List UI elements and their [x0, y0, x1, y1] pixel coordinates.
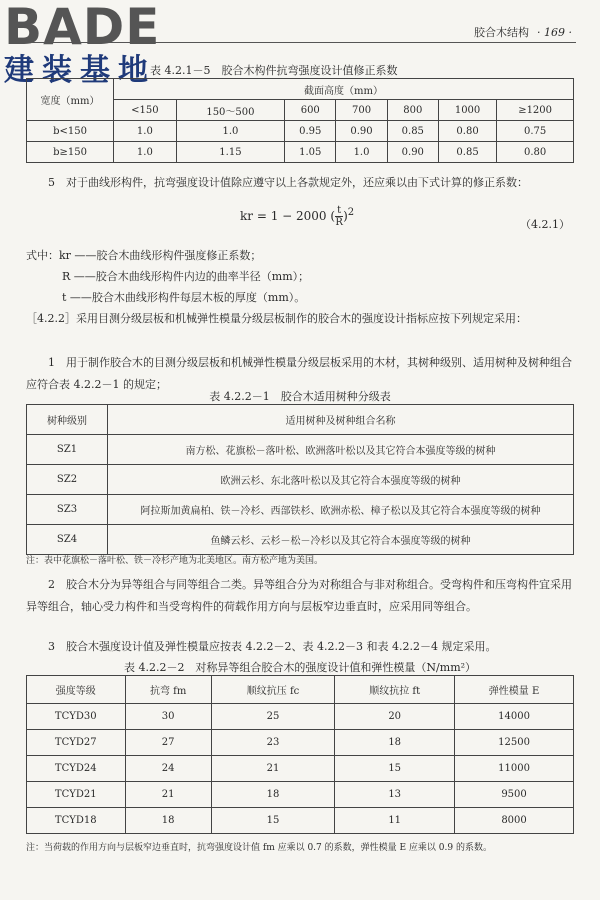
header-rule	[24, 42, 576, 43]
t3-cell: 18	[335, 730, 455, 756]
table-row	[27, 704, 574, 730]
t3-header: 顺纹抗压 fc	[211, 676, 334, 704]
t3-cell: 27	[125, 730, 211, 756]
t3-cell: 11000	[455, 756, 574, 782]
t1-col: 1000	[438, 100, 496, 121]
t3-cell: 12500	[455, 730, 574, 756]
t1-cell: 0.75	[497, 121, 574, 142]
t2-species: 阿拉斯加黄扁柏、铁－冷杉、西部铁杉、欧洲赤松、樟子松以及其它符合本强度等级的树种	[108, 495, 574, 525]
table-row	[27, 525, 574, 555]
t3-cell: 15	[211, 808, 334, 834]
definition-kr: 式中：kr ——胶合木曲线形构件强度修正系数；	[26, 249, 262, 262]
t1-cell: 1.0	[336, 142, 387, 163]
table2	[26, 404, 574, 555]
clause-5-text: 5 对于曲线形构件，抗弯强度设计值除应遵守以上各款规定外，还应乘以由下式计算的修正系数：	[48, 176, 528, 189]
t3-cell: 24	[125, 756, 211, 782]
t1-cell: 0.90	[387, 142, 438, 163]
formula-lhs: kr = 1 − 2000	[240, 209, 327, 223]
table-row	[27, 730, 574, 756]
t3-grade: TCYD21	[27, 782, 126, 808]
table-row	[27, 121, 574, 142]
table3-caption: 表 4.2.2－2 对称异等组合胶合木的强度设计值和弹性模量（N/mm²）	[123, 661, 477, 674]
t3-header: 抗弯 fm	[125, 676, 211, 704]
table2-caption: 表 4.2.2－1 胶合木适用树种分级表	[209, 390, 391, 403]
t1-col: 700	[336, 100, 387, 121]
t2-header: 树种级别	[27, 405, 108, 435]
formula-denominator: R	[335, 217, 343, 228]
logo-latin-text: BADE	[4, 0, 161, 56]
t3-cell: 8000	[455, 808, 574, 834]
t1-col: ≥1200	[497, 100, 574, 121]
t3-cell: 14000	[455, 704, 574, 730]
table-row	[27, 435, 574, 465]
t3-cell: 25	[211, 704, 334, 730]
table-row	[27, 808, 574, 834]
t1-cell: 1.0	[176, 121, 284, 142]
formula-numerator: t	[337, 205, 342, 216]
formula-exponent: 2	[347, 207, 355, 218]
t1-row-label: b≥150	[27, 142, 114, 163]
chapter-title: 胶合木结构	[474, 26, 530, 39]
t1-cell: 0.90	[336, 121, 387, 142]
logo-chinese-text: 建装基地	[4, 53, 156, 88]
t2-grade: SZ4	[27, 525, 108, 555]
t1-col: <150	[114, 100, 177, 121]
clause-3-text: 3 胶合木强度设计值及弹性模量应按表 4.2.2－2、表 4.2.2－3 和表 4.2.2－4 规定采用。	[48, 640, 497, 653]
definition-r: R ——胶合木曲线形构件内边的曲率半径（mm）；	[62, 270, 310, 283]
t2-species: 欧洲云杉、东北落叶松以及其它符合本强度等级的树种	[108, 465, 574, 495]
t2-grade: SZ2	[27, 465, 108, 495]
running-header	[474, 24, 572, 40]
table-row	[27, 756, 574, 782]
t2-grade: SZ3	[27, 495, 108, 525]
t2-grade: SZ1	[27, 435, 108, 465]
table3	[26, 675, 574, 834]
t3-cell: 11	[335, 808, 455, 834]
equation-number: （4.2.1）	[520, 218, 570, 231]
t1-cell: 0.80	[438, 121, 496, 142]
t3-grade: TCYD18	[27, 808, 126, 834]
t1-cell: 0.85	[387, 121, 438, 142]
t3-header: 顺纹抗拉 ft	[335, 676, 455, 704]
t1-cell: 1.0	[114, 142, 177, 163]
t1-cell: 0.95	[285, 121, 336, 142]
t3-cell: 18	[211, 782, 334, 808]
t3-header: 强度等级	[27, 676, 126, 704]
t2-header: 适用树种及树种组合名称	[108, 405, 574, 435]
t2-species: 鱼鳞云杉、云杉－松－冷杉以及其它符合本强度等级的树种	[108, 525, 574, 555]
page-number: · 169 ·	[537, 26, 572, 39]
formula-fraction	[335, 205, 343, 228]
table2-note: 注：表中花旗松－落叶松、铁－冷杉产地为北美地区。南方松产地为美国。	[26, 556, 324, 566]
t1-cell: 0.85	[438, 142, 496, 163]
t3-grade: TCYD27	[27, 730, 126, 756]
t3-cell: 18	[125, 808, 211, 834]
t3-cell: 15	[335, 756, 455, 782]
t3-cell: 30	[125, 704, 211, 730]
formula: kr = 1 − 2000 ( $\frac{t}{R}$ )$^2$	[240, 205, 355, 228]
t3-cell: 21	[125, 782, 211, 808]
table3-note: 注：当荷载的作用方向与层板窄边垂直时，抗弯强度设计值 fm 应乘以 0.7 的系数，弹性模量 E 应乘以 0.9 的系数。	[26, 843, 492, 853]
t1-cell: 1.05	[285, 142, 336, 163]
site-logo	[4, 2, 160, 88]
t3-cell: 21	[211, 756, 334, 782]
clause-2-text: 2 胶合木分为异等组合与同等组合二类。异等组合分为对称组合与非对称组合。受弯构件和压弯构件宜采用异等组合，轴心受力构件和当受弯构件的荷载作用方向与层板窄边垂直时，应采用同等组合。	[26, 578, 572, 613]
table-row	[27, 142, 574, 163]
table-row	[27, 782, 574, 808]
t3-cell: 13	[335, 782, 455, 808]
t3-cell: 9500	[455, 782, 574, 808]
t1-cell: 1.0	[114, 121, 177, 142]
t3-grade: TCYD24	[27, 756, 126, 782]
t1-cell: 0.80	[497, 142, 574, 163]
t2-species: 南方松、花旗松－落叶松、欧洲落叶松以及其它符合本强度等级的树种	[108, 435, 574, 465]
t1-col: 150～500	[176, 100, 284, 121]
t1-col: 600	[285, 100, 336, 121]
t3-grade: TCYD30	[27, 704, 126, 730]
t1-width-header: 宽度（mm）	[27, 79, 114, 121]
symbol-definitions	[26, 245, 309, 308]
t1-cell: 1.15	[176, 142, 284, 163]
t1-row-label: b<150	[27, 121, 114, 142]
clause-422-text: ［4.2.2］采用目测分级层板和机械弹性模量分级层板制作的胶合木的强度设计指标应按下列规定采用：	[26, 312, 527, 325]
t1-height-header: 截面高度（mm）	[114, 79, 574, 100]
t3-cell: 20	[335, 704, 455, 730]
table1	[26, 78, 574, 163]
t3-header: 弹性模量 E	[455, 676, 574, 704]
t1-col: 800	[387, 100, 438, 121]
definition-t: t ——胶合木曲线形构件每层木板的厚度（mm）。	[62, 291, 306, 304]
clause-1-text: 1 用于制作胶合木的目测分级层板和机械弹性模量分级层板采用的木材，其树种级别、适用树种及树种组合应符合表 4.2.2－1 的规定；	[26, 356, 572, 391]
table1-caption: 表 4.2.1－5 胶合木构件抗弯强度设计值修正系数	[150, 64, 398, 77]
table-row	[27, 465, 574, 495]
t3-cell: 23	[211, 730, 334, 756]
table-row	[27, 495, 574, 525]
